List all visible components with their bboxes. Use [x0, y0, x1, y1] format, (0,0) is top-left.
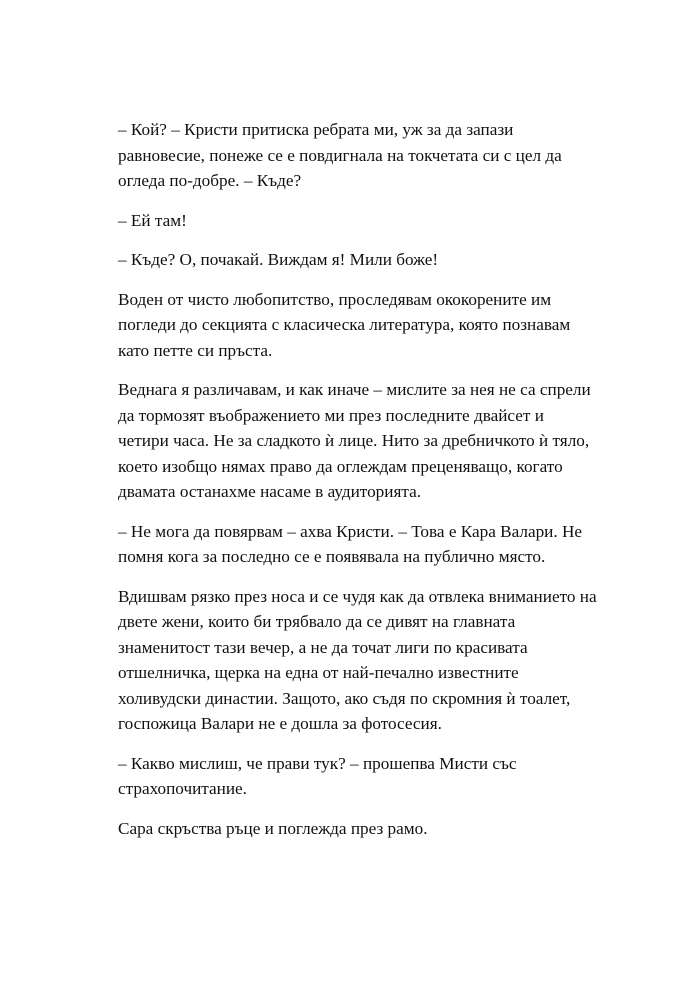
paragraph: – Не мога да повярвам – ахва Кристи. – Това е Кара Валари. Не помня кога за последно се е появявала на публично място.: [118, 521, 583, 566]
paragraph: Вдишвам рязко през носа и се чудя как да отвлека вниманието на двете жени, които би трябвало да се дивят на главната знаменитост тази вечер, а не да точат лиги по красивата отшелничка, щерка на една от най-печално известните холивудски династии. Защото, ако съдя по скромния ѝ тоалет, госпожица Валари не е дошла за фотосесия.: [118, 586, 597, 733]
body-text: [118, 117, 598, 855]
paragraph: – Какво мислиш, че прави тук? – прошепва Мисти със страхопочитание.: [118, 753, 517, 798]
paragraph: – Ей там!: [118, 210, 187, 230]
paragraph: Сара скръства ръце и поглежда през рамо.: [118, 818, 428, 838]
paragraph: Веднага я различавам, и как иначе – мислите за нея не са спрели да тормозят въображението ми през последните двайсет и четири часа. Не за сладкото ѝ лице. Нито за дребничкото ѝ тяло, което изобщо нямах право да оглеждам преценяващо, когато двамата останахме насаме в аудиторията.: [118, 380, 591, 501]
paragraph: – Къде? О, почакай. Виждам я! Мили боже!: [118, 250, 439, 269]
paragraph: – Кой? – Кристи притиска ребрата ми, уж за да запази равновесие, понеже се е повдигнала на токчетата си с цел да огледа по-добре. – Къде?: [118, 120, 562, 190]
paragraph: Воден от чисто любопитство, проследявам ококорените им погледи до секцията с класическа литература, която познавам като петте си пръста.: [118, 289, 571, 360]
